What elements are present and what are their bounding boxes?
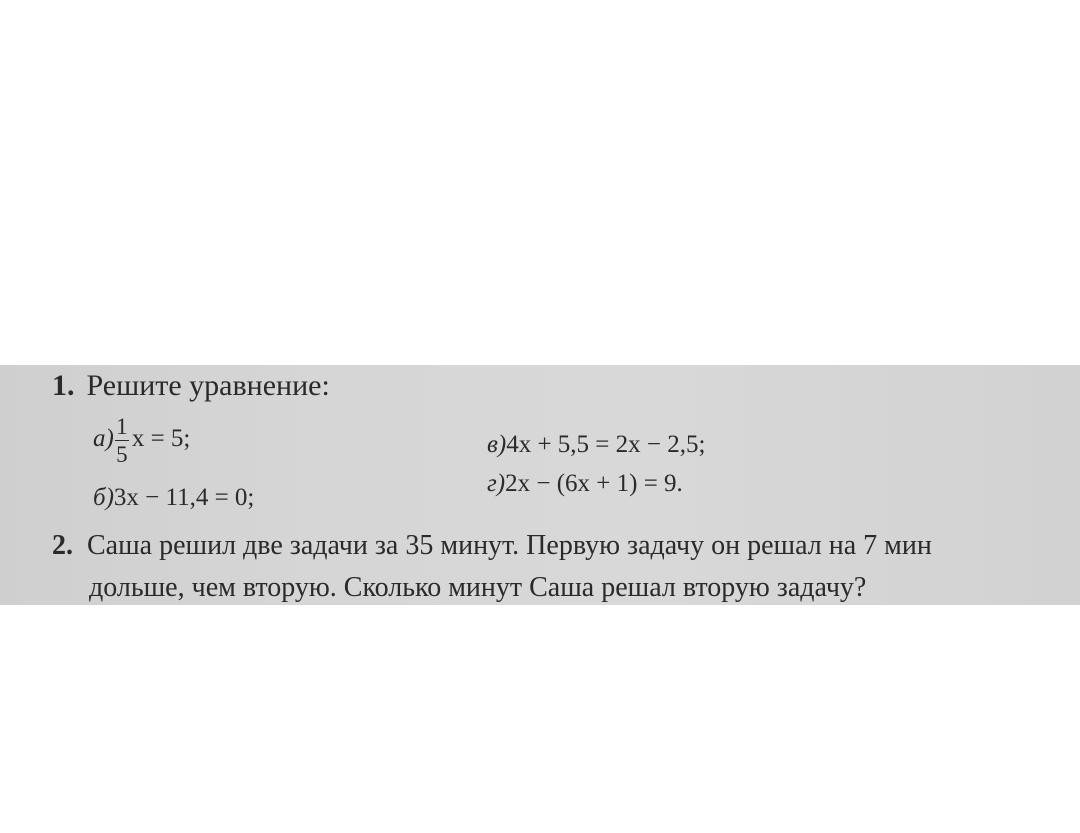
fraction-bar xyxy=(115,440,129,441)
equation-g xyxy=(487,470,683,498)
equation-g-label: г) xyxy=(487,470,506,497)
equation-b-label: б) xyxy=(93,484,114,511)
equation-b-text: 3x − 11,4 = 0; xyxy=(113,484,255,511)
task2-line1 xyxy=(52,525,932,567)
task1-number: 1. xyxy=(52,369,75,402)
worksheet-photo xyxy=(0,365,1080,605)
equation-v-text: 4x + 5,5 = 2x − 2,5; xyxy=(506,431,706,458)
equation-a-rest: x = 5; xyxy=(131,425,191,453)
equation-b xyxy=(93,484,254,512)
task1-title: Решите уравнение: xyxy=(86,369,330,402)
fraction-denominator: 5 xyxy=(116,442,128,467)
fraction-numerator: 1 xyxy=(116,414,128,439)
equation-a xyxy=(93,415,190,466)
fraction xyxy=(115,415,129,466)
task2-text-line1: Саша решил две задачи за 35 минут. Первую задачу он решал на 7 мин xyxy=(87,530,932,561)
task2-number: 2. xyxy=(52,530,73,561)
equation-a-label: а) xyxy=(93,425,114,453)
task2 xyxy=(52,525,932,605)
equation-g-text: 2x − (6x + 1) = 9. xyxy=(505,470,683,497)
equation-v-label: в) xyxy=(487,431,507,458)
task1-heading xyxy=(52,369,330,403)
task2-text-line2: дольше, чем вторую. Сколько минут Саша решал вторую задачу? xyxy=(89,572,867,603)
equation-v xyxy=(487,431,705,459)
